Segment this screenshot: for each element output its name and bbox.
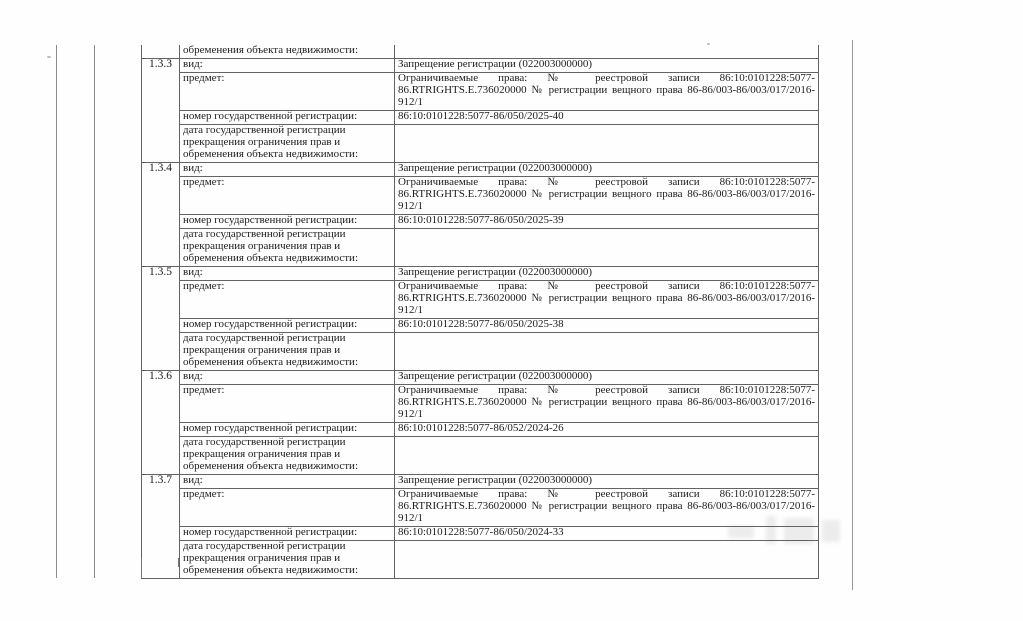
- field-value-reg-number: 86:10:0101228:5077-86/050/2025-39: [395, 215, 819, 229]
- table-row: [142, 59, 819, 73]
- field-value-reg-number: 86:10:0101228:5077-86/050/2025-40: [395, 111, 819, 125]
- block-number: 1.3.7: [142, 475, 180, 579]
- field-label-vid: вид:: [180, 475, 395, 489]
- table-row-carryover: [142, 45, 819, 59]
- field-label-termination-date: дата государственной регистрации прекращения ограничения прав и обременения объекта недвижимости:: [180, 125, 395, 163]
- table-row: [142, 177, 819, 215]
- field-label-predmet: предмет:: [180, 73, 395, 111]
- field-value-vid: Запрещение регистрации (022003000000): [395, 475, 819, 489]
- field-label-vid: вид:: [180, 59, 395, 73]
- field-value-vid: Запрещение регистрации (022003000000): [395, 371, 819, 385]
- field-value-reg-number: 86:10:0101228:5077-86/050/2024-33: [395, 527, 819, 541]
- page-fold-line-right: [852, 40, 853, 590]
- field-value-predmet: Ограничиваемые права: № реестровой записи 86:10:0101228:5077-86.RTRIGHTS.E.736020000 № регистрации вещного права 86-86/003-86/003/017/2016-912/1: [395, 73, 819, 111]
- field-value-termination-date: [395, 541, 819, 579]
- field-value-vid: Запрещение регистрации (022003000000): [395, 267, 819, 281]
- table-row: [142, 423, 819, 437]
- table-row: [142, 541, 819, 579]
- field-label-reg-number: номер государственной регистрации:: [180, 215, 395, 229]
- field-value-termination-date: [395, 125, 819, 163]
- page-fold-line-left-2: [94, 45, 95, 578]
- field-label-vid: вид:: [180, 371, 395, 385]
- field-value-predmet: Ограничиваемые права: № реестровой записи 86:10:0101228:5077-86.RTRIGHTS.E.736020000 № регистрации вещного права 86-86/003-86/003/017/2016-912/1: [395, 489, 819, 527]
- table-row: [142, 527, 819, 541]
- field-label-termination-date: дата государственной регистрации прекращения ограничения прав и обременения объекта недвижимости:: [180, 437, 395, 475]
- block-number: 1.3.3: [142, 59, 180, 163]
- field-value-predmet: Ограничиваемые права: № реестровой записи 86:10:0101228:5077-86.RTRIGHTS.E.736020000 № регистрации вещного права 86-86/003-86/003/017/2016-912/1: [395, 385, 819, 423]
- field-label-termination-date: дата государственной регистрации прекращения ограничения прав и обременения объекта недвижимости:: [180, 541, 395, 579]
- field-value-reg-number: 86:10:0101228:5077-86/050/2025-38: [395, 319, 819, 333]
- table-row: [142, 437, 819, 475]
- field-label-predmet: предмет:: [180, 489, 395, 527]
- field-value-predmet: Ограничиваемые права: № реестровой записи 86:10:0101228:5077-86.RTRIGHTS.E.736020000 № регистрации вещного права 86-86/003-86/003/017/2016-912/1: [395, 281, 819, 319]
- field-label-reg-number: номер государственной регистрации:: [180, 423, 395, 437]
- field-label-predmet: предмет:: [180, 177, 395, 215]
- page-fold-line-left-1: [56, 45, 57, 578]
- field-label-reg-number: номер государственной регистрации:: [180, 111, 395, 125]
- table-row: [142, 319, 819, 333]
- field-value-termination-date: [395, 229, 819, 267]
- field-value-termination-date: [395, 437, 819, 475]
- block-number-cell: [142, 45, 180, 59]
- table-row: [142, 475, 819, 489]
- table-row: [142, 281, 819, 319]
- table-row: [142, 267, 819, 281]
- block-number: 1.3.6: [142, 371, 180, 475]
- registry-table: [141, 45, 819, 579]
- field-value-vid: Запрещение регистрации (022003000000): [395, 163, 819, 177]
- block-number: 1.3.5: [142, 267, 180, 371]
- table-row: [142, 385, 819, 423]
- table-border-tail: [141, 558, 142, 578]
- field-value-termination-date: [395, 333, 819, 371]
- field-label-carryover: обременения объекта недвижимости:: [180, 45, 395, 59]
- table-row: [142, 333, 819, 371]
- table-row: [142, 73, 819, 111]
- field-label-vid: вид:: [180, 163, 395, 177]
- field-value-reg-number: 86:10:0101228:5077-86/052/2024-26: [395, 423, 819, 437]
- table-border-tail: [178, 558, 179, 567]
- table-row: [142, 215, 819, 229]
- table-row: [142, 371, 819, 385]
- field-label-termination-date: дата государственной регистрации прекращения ограничения прав и обременения объекта недвижимости:: [180, 333, 395, 371]
- table-row: [142, 489, 819, 527]
- field-label-reg-number: номер государственной регистрации:: [180, 527, 395, 541]
- table-row: [142, 111, 819, 125]
- field-value-carryover: [395, 45, 819, 59]
- field-label-vid: вид:: [180, 267, 395, 281]
- field-label-predmet: предмет:: [180, 281, 395, 319]
- scan-speck: [47, 56, 51, 58]
- field-label-predmet: предмет:: [180, 385, 395, 423]
- field-value-predmet: Ограничиваемые права: № реестровой записи 86:10:0101228:5077-86.RTRIGHTS.E.736020000 № регистрации вещного права 86-86/003-86/003/017/2016-912/1: [395, 177, 819, 215]
- block-number: 1.3.4: [142, 163, 180, 267]
- table-row: [142, 229, 819, 267]
- field-label-reg-number: номер государственной регистрации:: [180, 319, 395, 333]
- table-row: [142, 163, 819, 177]
- field-value-vid: Запрещение регистрации (022003000000): [395, 59, 819, 73]
- field-label-termination-date: дата государственной регистрации прекращения ограничения прав и обременения объекта недвижимости:: [180, 229, 395, 267]
- table-row: [142, 125, 819, 163]
